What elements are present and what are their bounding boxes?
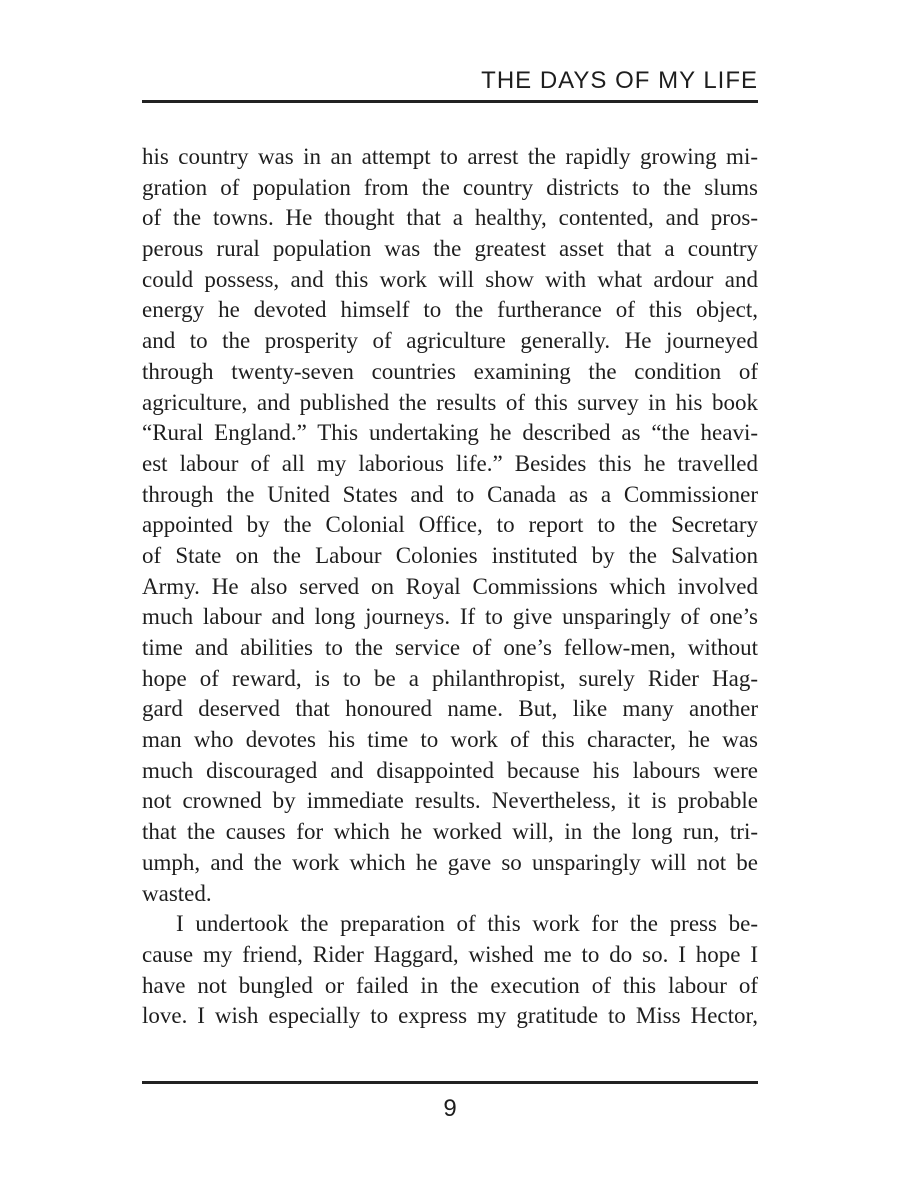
text-line: perous rural population was the greatest asset that a country	[142, 236, 758, 262]
text-line: much discouraged and disappointed because his labours were	[142, 757, 758, 783]
text-line: gration of population from the country districts to the slums	[142, 174, 758, 200]
text-line: energy he devoted himself to the furtherance of this object,	[142, 297, 758, 323]
text-line: of the towns. He thought that a healthy, contented, and pros-	[142, 205, 758, 231]
text-line: of State on the Labour Colonies instituted by the Salvation	[142, 542, 758, 568]
text-line: umph, and the work which he gave so unsparingly will not be	[142, 849, 758, 875]
text-line: could possess, and this work will show with what ardour and	[142, 266, 758, 292]
text-line: appointed by the Colonial Office, to report to the Secretary	[142, 512, 758, 538]
page-body	[142, 142, 758, 1032]
text-line: that the causes for which he worked will, in the long run, tri-	[142, 819, 758, 845]
text-line: wasted.	[142, 880, 212, 906]
text-line: and to the prosperity of agriculture generally. He journeyed	[142, 328, 758, 354]
text-line: not crowned by immediate results. Nevertheless, it is probable	[142, 788, 758, 814]
text-line: Army. He also served on Royal Commissions which involved	[142, 573, 758, 599]
text-line: I undertook the preparation of this work for the press be-	[176, 911, 758, 937]
text-line: much labour and long journeys. If to give unsparingly of one’s	[142, 604, 758, 630]
text-line: gard deserved that honoured name. But, like many another	[142, 696, 758, 722]
text-line: cause my friend, Rider Haggard, wished me to do so. I hope I	[142, 941, 758, 967]
text-line: time and abilities to the service of one’s fellow-men, without	[142, 635, 758, 660]
text-line: through twenty-seven countries examining the condition of	[142, 358, 758, 384]
paragraph-1	[142, 142, 758, 909]
text-line: “Rural England.” This undertaking he described as “the heavi-	[142, 420, 758, 446]
running-head-title: THE DAYS OF MY LIFE	[481, 67, 758, 94]
header-rule	[142, 100, 758, 103]
text-line: his country was in an attempt to arrest the rapidly growing mi-	[142, 144, 758, 169]
text-line: have not bungled or failed in the execution of this labour of	[142, 972, 758, 998]
text-line: through the United States and to Canada as a Commissioner	[142, 481, 758, 507]
paragraph-2	[142, 909, 758, 1032]
text-line: agriculture, and published the results of this survey in his book	[142, 389, 758, 415]
page-number: 9	[443, 1095, 457, 1122]
text-line: love. I wish especially to express my gratitude to Miss Hector,	[142, 1003, 758, 1029]
text-line: hope of reward, is to be a philanthropist, surely Rider Hag-	[142, 665, 758, 691]
footer-rule	[142, 1081, 758, 1084]
text-line: man who devotes his time to work of this character, he was	[142, 727, 758, 753]
text-line: est labour of all my laborious life.” Besides this he travelled	[142, 450, 758, 476]
